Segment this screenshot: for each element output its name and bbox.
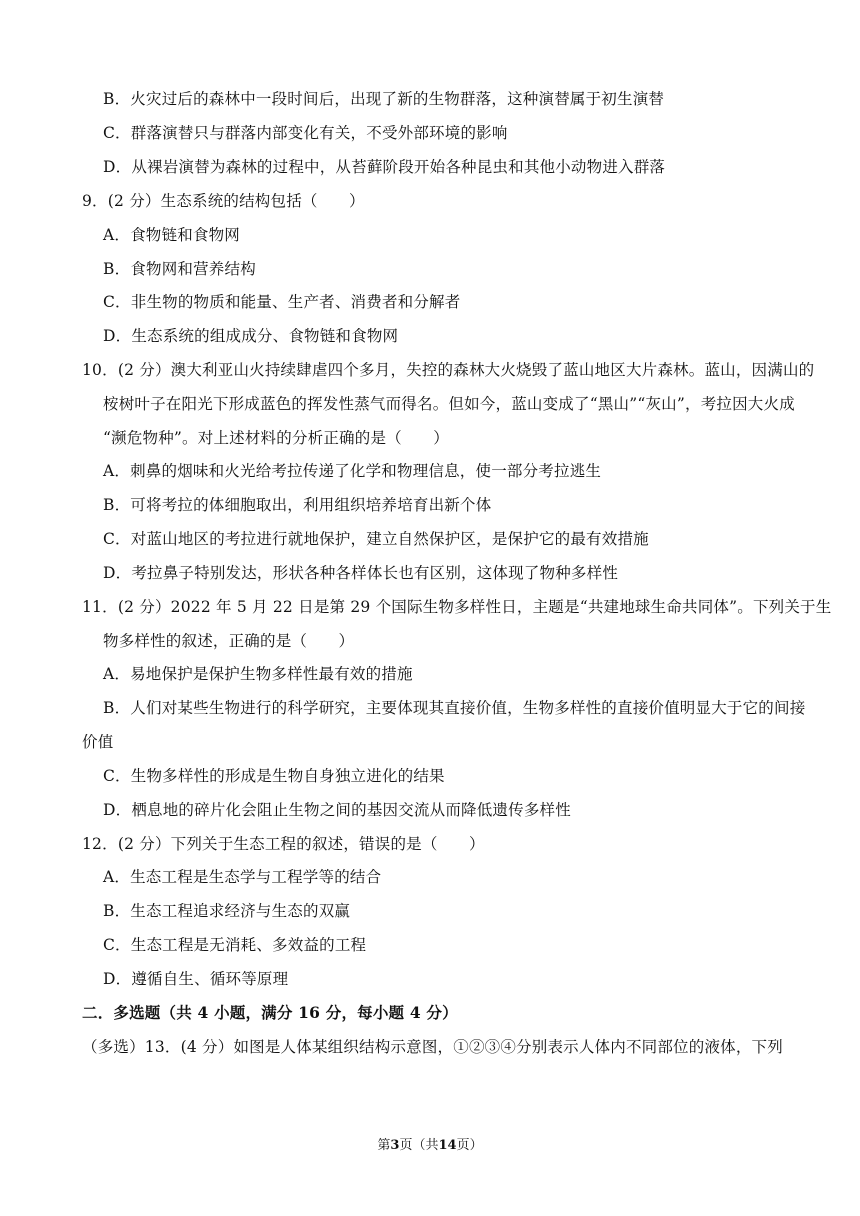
footer-total-pages: 14: [438, 1138, 457, 1153]
text-line: D．栖息地的碎片化会阻止生物之间的基因交流从而降低遗传多样性: [103, 801, 571, 819]
footer-prefix: 第: [377, 1138, 391, 1153]
text-line: B．火灾过后的森林中一段时间后，出现了新的生物群落，这种演替属于初生演替: [103, 90, 665, 108]
text-line: D．考拉鼻子特别发达，形状各种各样体长也有区别，这体现了物种多样性: [103, 564, 619, 582]
text-line: C．生态工程是无消耗、多效益的工程: [103, 936, 367, 954]
section-heading: 二．多选题（共 4 小题，满分 16 分，每小题 4 分）: [82, 1003, 458, 1022]
text-line: D．生态系统的组成成分、食物链和食物网: [103, 327, 399, 345]
text-line: “濒危物种”。对上述材料的分析正确的是（ ）: [103, 429, 449, 447]
text-line: B．人们对某些生物进行的科学研究，主要体现其直接价值，生物多样性的直接价值明显大于它的间接: [103, 699, 806, 717]
text-line: A．食物链和食物网: [103, 226, 240, 244]
question-text: （多选）13．(4 分）如图是人体某组织结构示意图，①②③④分别表示人体内不同部位的液体，下列: [82, 1038, 783, 1056]
text-line: B．生态工程追求经济与生态的双赢: [103, 902, 351, 920]
text-line: C．群落演替只与群落内部变化有关，不受外部环境的影响: [103, 124, 508, 142]
text-line: B．食物网和营养结构: [103, 260, 256, 278]
question-text: 11．(2 分）2022 年 5 月 22 日是第 29 个国际生物多样性日，主题是“共建地球生命共同体”。下列关于生: [82, 598, 832, 616]
question-text: 9．(2 分）生态系统的结构包括（ ）: [82, 192, 365, 210]
text-line: D．从裸岩演替为森林的过程中，从苔藓阶段开始各种昆虫和其他小动物进入群落: [103, 158, 666, 176]
footer-mid: 页（共: [399, 1138, 439, 1153]
text-line: C．对蓝山地区的考拉进行就地保护，建立自然保护区，是保护它的最有效措施: [103, 530, 649, 548]
question-text: 12．(2 分）下列关于生态工程的叙述，错误的是（ ）: [82, 835, 485, 853]
text-line: A．易地保护是保护生物多样性最有效的措施: [103, 665, 413, 683]
question-text: 10．(2 分）澳大利亚山火持续肆虐四个多月，失控的森林大火烧毁了蓝山地区大片森林。蓝山，因满山的: [82, 361, 815, 379]
text-line: B．可将考拉的体细胞取出，利用组织培养培育出新个体: [103, 496, 492, 514]
text-line: 价值: [82, 733, 114, 751]
text-line: 桉树叶子在阳光下形成蓝色的挥发性蒸气而得名。但如今，蓝山变成了“黑山”“灰山”，考拉因大火成: [103, 395, 795, 413]
text-line: A．生态工程是生态学与工程学等的结合: [103, 868, 382, 886]
text-line: A．刺鼻的烟味和火光给考拉传递了化学和物理信息，使一部分考拉逃生: [103, 462, 602, 480]
footer-suffix: 页）: [456, 1138, 483, 1153]
text-line: C．非生物的物质和能量、生产者、消费者和分解者: [103, 293, 461, 311]
text-line: 物多样性的叙述，正确的是（ ）: [103, 632, 355, 650]
text-line: C．生物多样性的形成是生物自身独立进化的结果: [103, 767, 445, 785]
page-footer: [0, 1137, 860, 1155]
text-line: D．遵循自生、循环等原理: [103, 970, 289, 988]
footer-page-number: 3: [390, 1138, 400, 1153]
